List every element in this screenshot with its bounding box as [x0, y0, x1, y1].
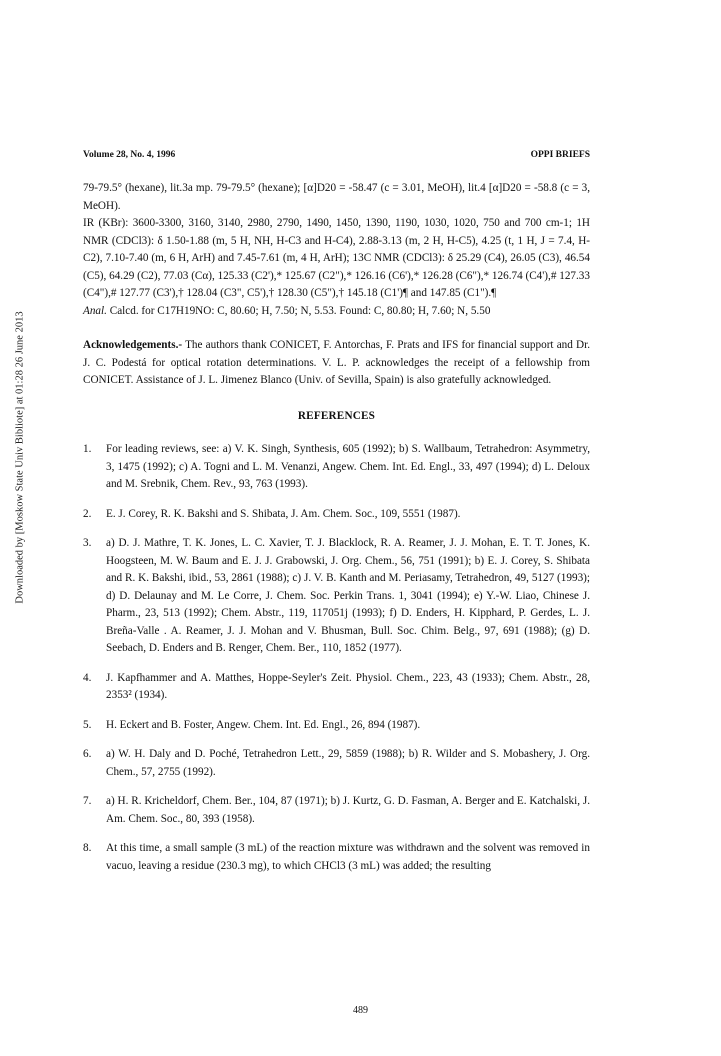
analysis-paragraph [83, 303, 590, 321]
reference-item [83, 746, 590, 781]
reference-item [83, 535, 590, 658]
header-volume: Volume 28, No. 4, 1996 [83, 150, 176, 160]
download-watermark: Downloaded by [Moskow State Univ Bibliote] at 01:28 26 June 2013 [14, 311, 26, 604]
analysis-label: Anal. [83, 304, 107, 317]
acknowledgements-text: The authors thank CONICET, F. Antorchas, F. Prats and IFS for financial support and Dr. J. C. Podestá for optical rotation determinations. V. L. P. acknowledges the receipt of a fellowship from CONICET. Assistance of J. L. Jimenez Blanco (Univ. of Sevilla, Spain) is also gratefully acknowledged. [83, 339, 590, 386]
running-header [83, 150, 590, 160]
reference-number: 3. [83, 537, 92, 549]
reference-text: At this time, a small sample (3 mL) of the reaction mixture was withdrawn and the solvent was removed in vacuo, leaving a residue (230.3 mg), to which CHCl3 (3 mL) was added; the resulting [106, 842, 590, 872]
reference-text: a) H. R. Kricheldorf, Chem. Ber., 104, 87 (1971); b) J. Kurtz, G. D. Fasman, A. Berger and E. Katchalski, J. Am. Chem. Soc., 80, 393 (1958). [106, 795, 590, 825]
analysis-text: Calcd. for C17H19NO: C, 80.60; H, 7.50; N, 5.53. Found: C, 80.80; H, 7.60; N, 5.50 [106, 304, 491, 317]
mp-paragraph: 79-79.5° (hexane), lit.3a mp. 79-79.5° (hexane); [α]D20 = -58.47 (c = 3.01, MeOH), lit.4 [α]D20 = -58.8 (c = 3, MeOH). [83, 182, 590, 212]
page-content [83, 180, 590, 887]
reference-item [83, 670, 590, 705]
header-section: OPPI BRIEFS [530, 150, 590, 160]
spectra-paragraph: IR (KBr): 3600-3300, 3160, 3140, 2980, 2790, 1490, 1450, 1390, 1190, 1030, 1020, 750 and 700 cm-1; 1H NMR (CDCl3): δ 1.50-1.88 (m, 5 H, NH, H-C3 and H-C4), 2.88-3.13 (m, 2 H, H-C5), 4.25 (t, 1 H, J = 7.4, H-C2), 7.10-7.40 (m, 6 H, ArH) and 7.45-7.61 (m, 4 H, ArH); 13C NMR (CDCl3): δ 25.29 (C4), 26.05 (C3), 46.54 (C5), 64.29 (C2), 77.03 (Cα), 125.33 (C2'),* 125.67 (C2"),* 126.16 (C6'),* 126.28 (C6"),* 126.74 (C4'),# 127.33 (C4"),# 127.77 (C3'),† 128.04 (C3", C5'),† 128.30 (C5"),† 145.18 (C1')¶ and 147.85 (C1").¶ [83, 217, 590, 299]
page-number: 489 [353, 1005, 368, 1016]
reference-number: 2. [83, 507, 92, 520]
reference-text: For leading reviews, see: a) V. K. Singh, Synthesis, 605 (1992); b) S. Wallbaum, Tetrahedron: Asymmetry, 3, 1475 (1992); c) A. Togni and L. M. Venanzi, Angew. Chem. Int. Ed. Engl., 33, 497 (1994); d) L. Deloux and M. Srebnik, Chem. Rev., 93, 763 (1993). [106, 443, 590, 490]
reference-number: 1. [83, 443, 92, 455]
reference-text: H. Eckert and B. Foster, Angew. Chem. Int. Ed. Engl., 26, 894 (1987). [106, 718, 421, 731]
references-list [83, 441, 590, 875]
reference-item [83, 717, 590, 735]
reference-number: 7. [83, 795, 92, 807]
reference-text: J. Kapfhammer and A. Matthes, Hoppe-Seyler's Zeit. Physiol. Chem., 223, 43 (1933); Chem. Abstr., 28, 2353² (1934). [106, 671, 590, 701]
reference-text: E. J. Corey, R. K. Bakshi and S. Shibata, J. Am. Chem. Soc., 109, 5551 (1987). [106, 507, 461, 520]
reference-number: 4. [83, 671, 92, 684]
acknowledgements-paragraph [83, 337, 590, 390]
reference-number: 5. [83, 718, 92, 731]
reference-text: a) W. H. Daly and D. Poché, Tetrahedron Lett., 29, 5859 (1988); b) R. Wilder and S. Mobashery, J. Org. Chem., 57, 2755 (1992). [106, 748, 590, 778]
reference-item [83, 441, 590, 494]
references-title: REFERENCES [297, 409, 376, 422]
reference-item [83, 840, 590, 875]
reference-text: a) D. J. Mathre, T. K. Jones, L. C. Xavier, T. J. Blacklock, R. A. Reamer, J. J. Mohan, E. T. T. Jones, K. Hoogsteen, M. W. Baum and E. J. J. Grabowski, J. Org. Chem., 56, 751 (1991); b) E. J. Corey, S. Shibata and R. K. Bakshi, ibid., 53, 2861 (1988); c) J. V. B. Kanth and M. Periasamy, Tetrahedron, 49, 5127 (1993); d) D. Delaunay and M. Le Corre, J. Chem. Soc. Perkin Trans. 1, 3041 (1994); e) Y.-W. Liao, Chinese J. Pharm., 23, 513 (1992); Chem. Abstr., 119, 117051j (1993); f) D. Enders, H. Kipphard, P. Gerdes, L. J. Breña-Valle . A. Reamer, J. J. Mohan and V. Bhusman, Bull. Soc. Chim. Belg., 97, 691 (1988); (g) D. Seebach, D. Enders and B. Renger, Chem. Ber., 110, 1852 (1977). [106, 537, 590, 654]
reference-item [83, 506, 590, 524]
reference-number: 8. [83, 842, 92, 854]
acknowledgements-heading: Acknowledgements.- [83, 339, 183, 351]
reference-item [83, 793, 590, 828]
reference-number: 6. [83, 748, 92, 760]
